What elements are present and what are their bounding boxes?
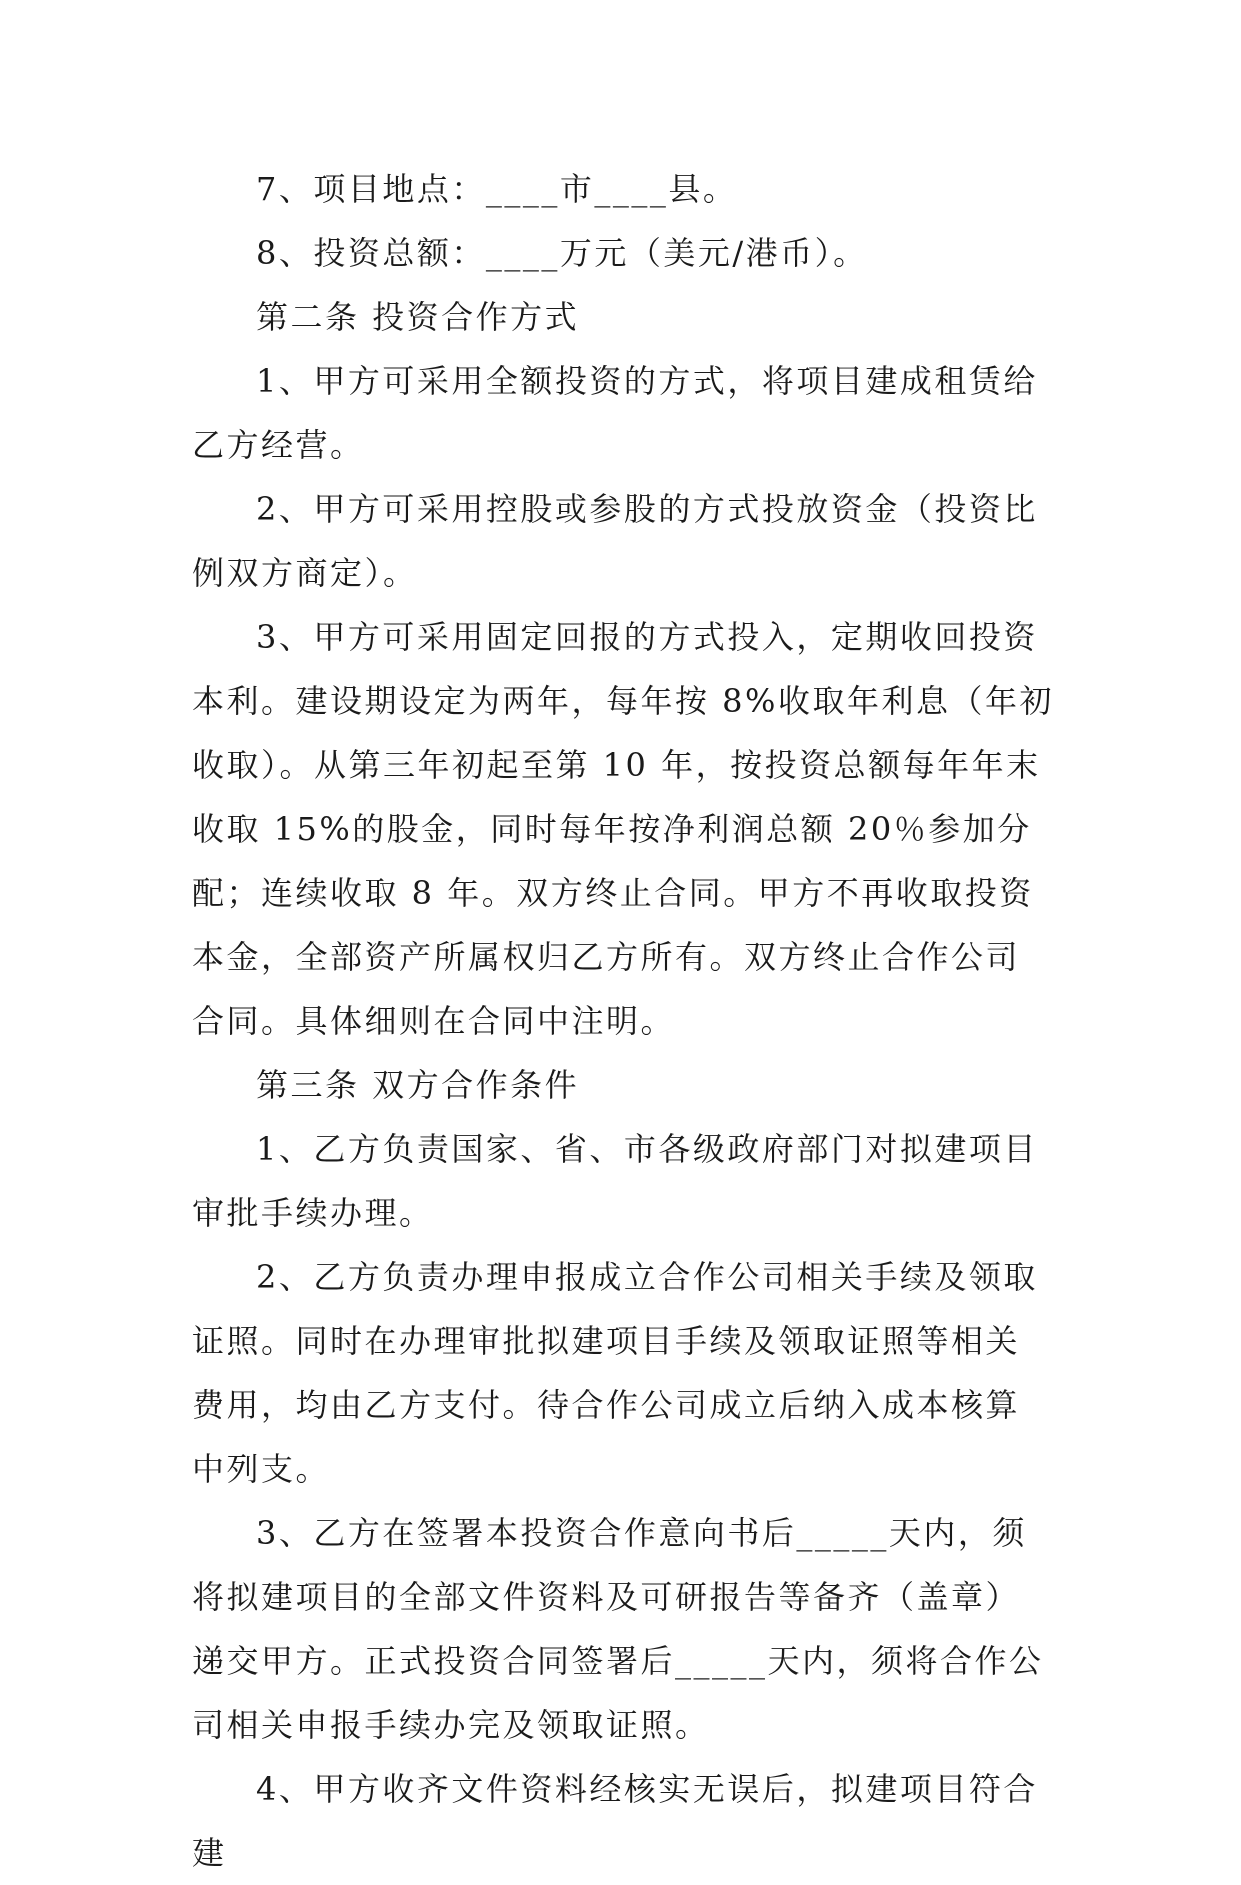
document-body	[192, 157, 1054, 1885]
paragraph-article-2-item-1: 1、甲方可采用全额投资的方式，将项目建成租赁给乙方经营。	[192, 362, 1038, 464]
paragraph-article-2-item-2: 2、甲方可采用控股或参股的方式投放资金（投资比例双方商定）。	[192, 490, 1038, 592]
section-heading-article-2: 第二条 投资合作方式	[256, 298, 580, 336]
paragraph-article-3-item-1: 1、乙方负责国家、省、市各级政府部门对拟建项目审批手续办理。	[192, 1130, 1038, 1232]
paragraph-article-3-item-3: 3、乙方在签署本投资合作意向书后_____天内，须将拟建项目的全部文件资料及可研报告等备齐（盖章）递交甲方。正式投资合同签署后_____天内，须将合作公司相关申报手续办完及领取证照。	[192, 1514, 1044, 1744]
paragraph-article-2-item-3: 3、甲方可采用固定回报的方式投入，定期收回投资本利。建设期设定为两年，每年按 8%收取年利息（年初收取）。从第三年初起至第 10 年，按投资总额每年年末收取 15%的股金，同时每年按净利润总额 20％参加分配；连续收取 8 年。双方终止合同。甲方不再收取投资本金，全部资产所属权归乙方所有。双方终止合作公司合同。具体细则在合同中注明。	[192, 618, 1054, 1040]
paragraph-project-location: 7、项目地点：____市____县。	[256, 170, 738, 208]
paragraph-investment-total: 8、投资总额：____万元（美元/港币）。	[256, 234, 868, 272]
section-heading-article-3: 第三条 双方合作条件	[256, 1066, 580, 1104]
paragraph-article-3-item-2: 2、乙方负责办理申报成立合作公司相关手续及领取证照。同时在办理审批拟建项目手续及领取证照等相关费用，均由乙方支付。待合作公司成立后纳入成本核算中列支。	[192, 1258, 1038, 1488]
paragraph-article-3-item-4: 4、甲方收齐文件资料经核实无误后，拟建项目符合建	[192, 1770, 1038, 1872]
